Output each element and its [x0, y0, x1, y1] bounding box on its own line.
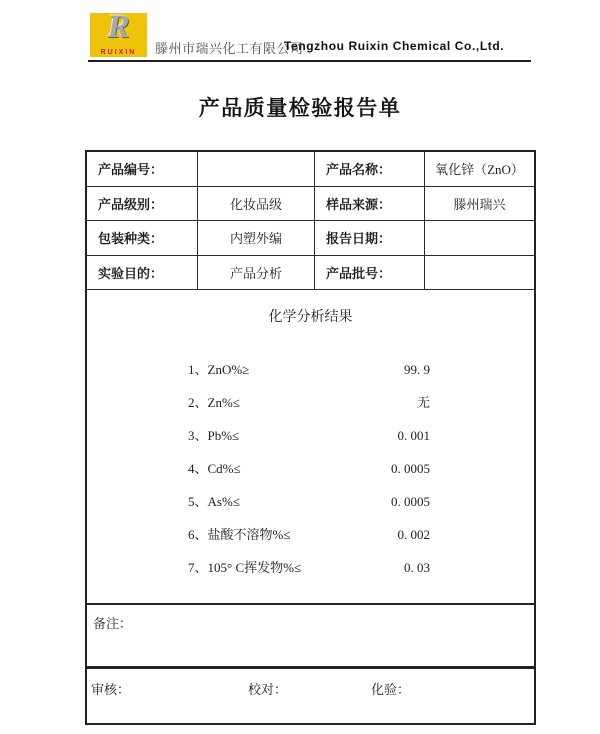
- field-label-test-purpose: 实验目的：: [87, 256, 198, 291]
- analysis-item-value: 0. 0005: [391, 494, 430, 509]
- field-label-batch-no: 产品批号：: [315, 256, 425, 291]
- analysis-section-title: 化学分析结果: [268, 310, 353, 325]
- report-table: [85, 150, 536, 725]
- analysis-item-value: 0. 03: [404, 560, 430, 575]
- proofread-label: 校对：: [248, 682, 288, 697]
- analysis-item-label: 3、Pb%≤: [188, 428, 240, 443]
- field-value-product-grade: 化妆品级: [198, 187, 315, 222]
- analysis-item-label: 5、As%≤: [188, 494, 240, 509]
- field-value-batch-no: [425, 256, 534, 291]
- analysis-item: [87, 419, 534, 452]
- analysis-item: [87, 485, 534, 518]
- field-label-product-grade: 产品级别：: [87, 187, 198, 222]
- analysis-list: [87, 353, 534, 584]
- analysis-item-value: 0. 0005: [391, 461, 430, 476]
- analysis-item: [87, 353, 534, 386]
- field-value-report-date: [425, 221, 534, 256]
- analysis-item-value: 无: [416, 395, 430, 410]
- field-value-product-no: [198, 152, 315, 187]
- analysis-item: [87, 452, 534, 485]
- remarks-label: 备注：: [93, 616, 133, 631]
- field-label-product-name: 产品名称：: [315, 152, 425, 187]
- analysis-section: [87, 308, 534, 603]
- field-value-product-name: 氧化锌（ZnO）: [425, 152, 534, 187]
- field-value-test-purpose: 产品分析: [198, 256, 315, 291]
- analysis-item: [87, 386, 534, 419]
- analysis-item-value: 0. 002: [397, 527, 430, 542]
- analysis-item-label: 1、ZnO%≥: [188, 362, 250, 377]
- analysis-item: [87, 518, 534, 551]
- field-label-package-type: 包装种类：: [87, 221, 198, 256]
- company-logo: [90, 13, 147, 57]
- analysis-item-value: 0. 001: [397, 428, 430, 443]
- analysis-item-label: 4、Cd%≤: [188, 461, 241, 476]
- info-grid: [87, 152, 534, 290]
- company-name-chinese: 滕州市瑞兴化工有限公司: [155, 41, 304, 56]
- assay-label: 化验：: [371, 682, 411, 697]
- remarks-row: [87, 603, 534, 666]
- logo-brand-text: RUIXIN: [100, 49, 137, 56]
- analysis-item-label: 6、盐酸不溶物%≤: [188, 527, 291, 542]
- analysis-item-label: 7、105° C挥发物%≤: [188, 560, 302, 575]
- field-value-sample-source: 滕州瑞兴: [425, 187, 534, 222]
- review-label: 审核：: [91, 682, 131, 697]
- signature-row: [87, 666, 534, 734]
- page-title: 产品质量检验报告单: [198, 97, 402, 120]
- field-label-report-date: 报告日期：: [315, 221, 425, 256]
- header-divider: [88, 60, 531, 62]
- analysis-item-value: 99. 9: [404, 362, 430, 377]
- field-label-sample-source: 样品来源：: [315, 187, 425, 222]
- logo-r-glyph: R: [107, 13, 130, 45]
- field-label-product-no: 产品编号：: [87, 152, 198, 187]
- field-value-package-type: 内塑外编: [198, 221, 315, 256]
- analysis-item: [87, 551, 534, 584]
- analysis-item-label: 2、Zn%≤: [188, 395, 240, 410]
- company-name-english: Tengzhou Ruixin Chemical Co.,Ltd.: [284, 39, 505, 53]
